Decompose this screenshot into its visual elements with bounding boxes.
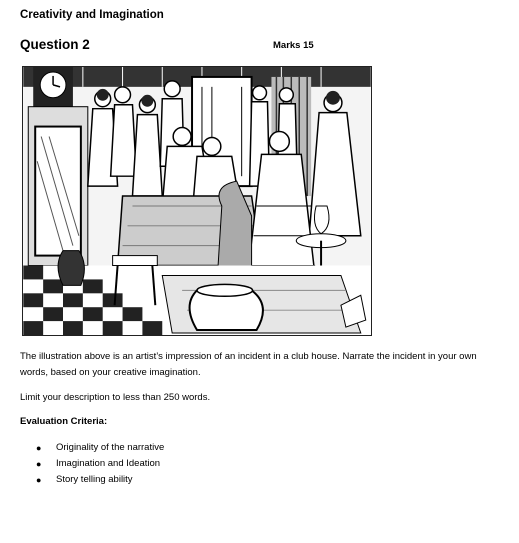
illustration-drawing <box>23 67 371 335</box>
criteria-item-label: Imagination and Ideation <box>56 458 161 469</box>
list-item <box>36 456 164 472</box>
bullet-icon: ● <box>36 459 42 469</box>
club-house-illustration <box>22 66 372 336</box>
section-heading: Creativity and Imagination <box>20 9 164 21</box>
word-limit-note: Limit your description to less than 250 words. <box>20 392 211 403</box>
instruction-paragraph: The illustration above is an artist’s impression of an incident in a club house. Narrate the incident in your own words, based on your creative imagination. <box>20 351 477 378</box>
list-item <box>36 440 164 456</box>
marks-label: Marks 15 <box>273 40 314 51</box>
question-title: Question 2 <box>20 37 90 52</box>
criteria-heading: Evaluation Criteria: <box>20 416 108 427</box>
criteria-item-label: Originality of the narrative <box>56 442 165 453</box>
criteria-item-label: Story telling ability <box>56 474 133 485</box>
list-item <box>36 472 164 488</box>
bullet-icon: ● <box>36 475 42 485</box>
criteria-list <box>36 440 164 488</box>
bullet-icon: ● <box>36 443 42 453</box>
